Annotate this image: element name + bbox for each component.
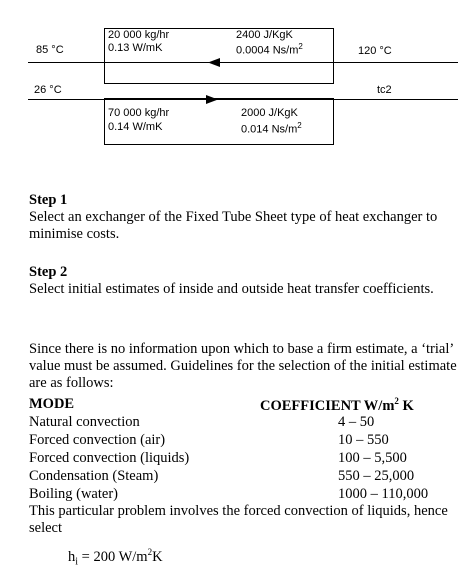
heat-exchanger-diagram: [0, 0, 466, 150]
upper-flowrate: 20 000 kg/hr: [108, 29, 170, 41]
upper-heat-capacity: 2400 J/KgK: [236, 29, 293, 41]
mode-cell: Condensation (Steam): [29, 467, 159, 484]
lower-conductivity: 0.14 W/mK: [108, 121, 163, 133]
guidelines-paragraph: Since there is no information upon which to base a firm estimate, a ‘trial’ value must be assumed. Guidelines for the selection of the initial estimate are as follows:: [29, 341, 457, 391]
mode-cell: Forced convection (air): [29, 431, 166, 448]
lower-flowrate: 70 000 kg/hr: [108, 107, 170, 119]
mode-cell: Natural convection: [29, 413, 140, 430]
lower-flow-line: [28, 99, 458, 100]
cold-inlet-temp: 26 °C: [34, 84, 62, 96]
value-cell: 10 – 550: [338, 431, 389, 448]
mode-cell: Boiling (water): [29, 485, 118, 502]
cold-outlet-temp: tc2: [377, 84, 392, 96]
table-header: [29, 395, 459, 413]
lower-viscosity: 0.014 $Ns/m^2$: [241, 121, 302, 136]
right-arrow-icon: [206, 95, 218, 104]
coefficient-header: COEFFICIENT $W/m^2$ K: [260, 396, 414, 414]
conclusion-text: This particular problem involves the forced convection of liquids, hence select: [29, 503, 448, 536]
hot-inlet-temp: 85 °C: [36, 44, 64, 56]
table-row: [29, 449, 459, 467]
selected-coefficient-equation: $h_i = 200$ $W/m^2K$: [68, 547, 163, 568]
coefficient-table: [29, 395, 459, 503]
table-row: [29, 485, 459, 503]
step1-section: [29, 192, 459, 243]
step1-text: Select an exchanger of the Fixed Tube Sheet type of heat exchanger to minimise costs.: [29, 209, 438, 242]
step1-title: Step 1: [29, 192, 68, 208]
value-cell: 100 – 5,500: [338, 449, 407, 466]
value-cell: 1000 – 110,000: [338, 485, 429, 502]
value-cell: 550 – 25,000: [338, 467, 415, 484]
step2-text: Select initial estimates of inside and outside heat transfer coefficients.: [29, 281, 434, 297]
mode-cell: Forced convection (liquids): [29, 449, 190, 466]
left-arrow-icon: [208, 58, 220, 67]
upper-viscosity: 0.0004 $Ns/m^2$: [236, 42, 303, 57]
table-row: [29, 431, 459, 449]
upper-flow-line: [28, 62, 458, 63]
step2-title: Step 2: [29, 264, 68, 280]
table-row: [29, 413, 459, 431]
mode-header: MODE: [29, 395, 75, 412]
upper-conductivity: 0.13 W/mK: [108, 42, 163, 54]
lower-heat-capacity: 2000 J/KgK: [241, 107, 298, 119]
value-cell: 4 – 50: [338, 413, 375, 430]
hot-outlet-temp: 120 °C: [358, 45, 392, 57]
step2-section: [29, 264, 459, 298]
table-row: [29, 467, 459, 485]
